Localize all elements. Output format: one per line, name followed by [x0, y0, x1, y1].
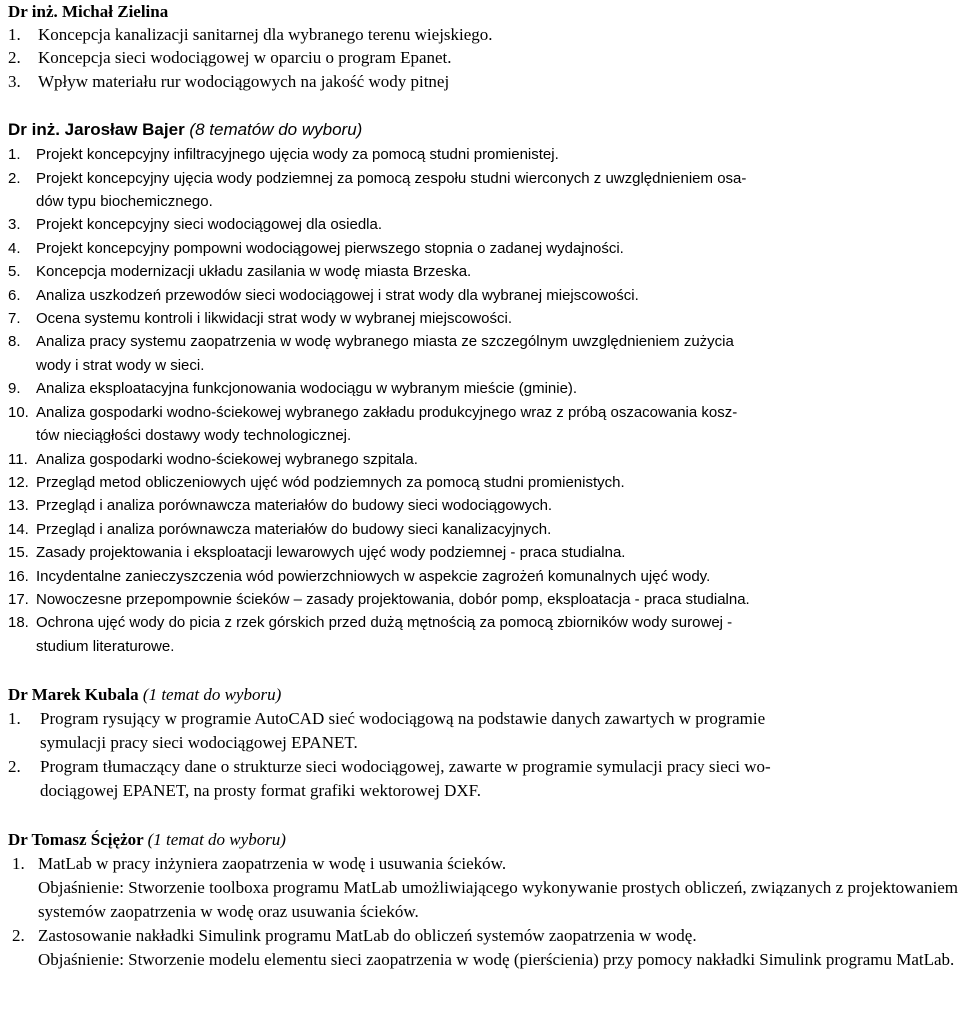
list-item	[8, 494, 958, 517]
item-text	[40, 755, 958, 803]
topic-count-note: (1 temat do wyboru)	[142, 685, 282, 705]
item-text-line: Program tłumaczący dane o strukturze sieci wodociągowej, zawarte w programie symulacji pracy sieci wo-	[40, 757, 771, 777]
document-page	[8, 0, 958, 972]
item-text	[36, 494, 958, 517]
item-text-line: Projekt koncepcyjny infiltracyjnego ujęcia wody za pomocą studni promienistej.	[36, 146, 559, 164]
list-item	[8, 565, 958, 588]
list-item	[8, 588, 958, 611]
item-text	[36, 307, 958, 330]
item-text	[36, 518, 958, 541]
item-number: 2.	[8, 757, 21, 777]
item-text-continuation: symulacji pracy sieci wodociągowej EPANET.	[40, 733, 358, 753]
item-text-line: Analiza eksploatacyjna funkcjonowania wodociągu w wybranym mieście (gminie).	[36, 380, 578, 398]
item-number: 1.	[8, 25, 21, 44]
list-item	[8, 260, 958, 283]
item-explanation: Objaśnienie: Stworzenie toolboxa programu MatLab umożliwiającego wykonywanie prostych obliczeń, związanych z projektowaniem systemów zaopatrzenia w wodę oraz usuwania ścieków.	[38, 878, 958, 922]
item-number: 5.	[8, 263, 21, 281]
item-text-line: Zastosowanie nakładki Simulink programu MatLab do obliczeń systemów zaopatrzenia w wodę.	[38, 926, 697, 946]
item-text: Koncepcja sieci wodociągowej w oparciu o program Epanet.	[38, 48, 452, 68]
topic-count-note: (1 temat do wyboru)	[147, 830, 286, 850]
item-text-line: Analiza uszkodzeń przewodów sieci wodociągowej i strat wody dla wybranej miejscowości.	[36, 286, 639, 304]
list-item	[8, 377, 958, 400]
item-text	[36, 448, 958, 471]
list-item	[8, 23, 958, 46]
item-text-line: Ocena systemu kontroli i likwidacji strat wody w wybranej miejscowości.	[36, 310, 512, 328]
item-text	[40, 707, 958, 755]
list-item	[8, 755, 958, 803]
list-item	[8, 330, 958, 377]
item-text	[36, 167, 958, 214]
item-text-line: Analiza pracy systemu zaopatrzenia w wodę wybranego miasta ze szczególnym uwzględnieniem zużycia	[36, 333, 734, 351]
item-number: 8.	[8, 333, 21, 351]
item-text	[36, 377, 958, 400]
list-item	[8, 518, 958, 541]
item-number: 7.	[8, 310, 21, 328]
item-number: 18.	[8, 614, 29, 632]
item-text-line: Projekt koncepcyjny pompowni wodociągowej pierwszego stopnia o zadanej wydajności.	[36, 239, 624, 257]
item-text	[36, 471, 958, 494]
item-text-line: Nowoczesne przepompownie ścieków – zasady projektowania, dobór pomp, eksploatacja - praca studialna.	[36, 590, 750, 608]
item-text-line: MatLab w pracy inżyniera zaopatrzenia w wodę i usuwania ścieków.	[38, 854, 507, 874]
item-text-line: Przegląd metod obliczeniowych ujęć wód podziemnych za pomocą studni promienistych.	[36, 473, 625, 491]
item-number: 3.	[8, 216, 21, 234]
item-text: Koncepcja kanalizacji sanitarnej dla wybranego terenu wiejskiego.	[38, 25, 493, 44]
item-text	[36, 588, 958, 611]
list-item	[8, 70, 958, 93]
item-text-line: Incydentalne zanieczyszczenia wód powierzchniowych w aspekcie zagrożeń komunalnych ujęć wody.	[36, 567, 711, 585]
item-number: 1.	[8, 709, 21, 729]
item-explanation: Objaśnienie: Stworzenie modelu elementu sieci zaopatrzenia w wodę (pierścienia) przy pomocy nakładki Simulink programu MatLab.	[38, 950, 955, 970]
item-text-line: Koncepcja modernizacji układu zasilania w wodę miasta Brzeska.	[36, 263, 472, 281]
item-number: 2.	[8, 169, 21, 187]
item-number: 2.	[8, 48, 21, 68]
list-item	[8, 237, 958, 260]
list-item	[8, 143, 958, 166]
item-number: 9.	[8, 380, 21, 398]
list-item	[8, 471, 958, 494]
item-number: 12.	[8, 473, 29, 491]
item-text-line: Przegląd i analiza porównawcza materiałów do budowy sieci wodociągowych.	[36, 497, 553, 515]
item-number: 6.	[8, 286, 21, 304]
item-text	[36, 611, 958, 658]
item-text-continuation: dów typu biochemicznego.	[36, 193, 213, 211]
supervisor-name: Dr inż. Jarosław Bajer	[8, 120, 185, 140]
item-text-line: Program rysujący w programie AutoCAD sieć wodociągową na podstawie danych zawartych w programie	[40, 709, 766, 729]
item-number: 2.	[12, 926, 25, 946]
item-number: 3.	[8, 71, 21, 91]
item-number: 1.	[12, 854, 25, 874]
item-text	[36, 213, 958, 236]
item-number: 14.	[8, 520, 29, 538]
item-number: 1.	[8, 146, 21, 164]
item-text-line: Przegląd i analiza porównawcza materiałów do budowy sieci kanalizacyjnych.	[36, 520, 552, 538]
item-number: 15.	[8, 544, 29, 562]
item-number: 11.	[8, 450, 28, 468]
supervisor-heading	[8, 827, 958, 852]
section-sciezor	[8, 827, 958, 972]
list-item	[8, 852, 958, 876]
supervisor-heading	[8, 682, 958, 707]
list-item	[8, 284, 958, 307]
item-text	[36, 401, 958, 448]
item-text-continuation: wody i strat wody w sieci.	[36, 356, 205, 374]
supervisor-heading	[8, 0, 958, 23]
supervisor-name: Dr Tomasz Ścįężor	[8, 830, 144, 850]
item-text	[38, 852, 958, 876]
list-item	[8, 46, 958, 69]
section-zielina	[8, 0, 958, 93]
item-number: 13.	[8, 497, 29, 515]
item-text	[36, 143, 958, 166]
item-text-continuation: dociągowej EPANET, na prosty format grafiki wektorowej DXF.	[40, 781, 482, 801]
list-item	[8, 307, 958, 330]
item-text	[36, 330, 958, 377]
item-text	[36, 284, 958, 307]
item-number: 17.	[8, 590, 29, 608]
item-text-line: Projekt koncepcyjny ujęcia wody podziemnej za pomocą zespołu studni wierconych z uwzględnieniem osa-	[36, 169, 747, 187]
item-text	[36, 541, 958, 564]
item-text-line: Zasady projektowania i eksploatacji lewarowych ujęć wody podziemnej - praca studialna.	[36, 544, 626, 562]
item-text	[38, 924, 958, 948]
list-item	[8, 611, 958, 658]
supervisor-heading	[8, 116, 958, 143]
item-text-continuation: studium literaturowe.	[36, 637, 175, 655]
list-item	[8, 213, 958, 236]
section-kubala	[8, 682, 958, 803]
item-text	[36, 237, 958, 260]
list-item	[8, 401, 958, 448]
item-text-line: Analiza gospodarki wodno-ściekowej wybranego zakładu produkcyjnego wraz z próbą oszacowania kosz-	[36, 403, 738, 421]
topic-count-note: (8 tematów do wyboru)	[189, 120, 363, 140]
item-text-line: Projekt koncepcyjny sieci wodociągowej dla osiedla.	[36, 216, 383, 234]
list-item	[8, 448, 958, 471]
section-bajer	[8, 116, 958, 658]
list-item	[8, 707, 958, 755]
supervisor-name: Dr Marek Kubala	[8, 685, 139, 705]
item-text-line: Ochrona ujęć wody do picia z rzek górskich przed dużą mętnością za pomocą zbiorników wody surowej -	[36, 614, 733, 632]
item-number: 16.	[8, 567, 29, 585]
list-item	[8, 541, 958, 564]
item-text	[36, 260, 958, 283]
item-text-line: Analiza gospodarki wodno-ściekowej wybranego szpitala.	[36, 450, 418, 468]
item-text: Wpływ materiału rur wodociągowych na jakość wody pitnej	[38, 71, 450, 91]
list-item	[8, 924, 958, 948]
item-text	[36, 565, 958, 588]
list-item	[8, 167, 958, 214]
item-text-continuation: tów nieciągłości dostawy wody technologicznej.	[36, 427, 352, 445]
supervisor-name: Dr inż. Michał Zielina	[8, 2, 169, 21]
item-number: 4.	[8, 239, 21, 257]
item-number: 10.	[8, 403, 29, 421]
